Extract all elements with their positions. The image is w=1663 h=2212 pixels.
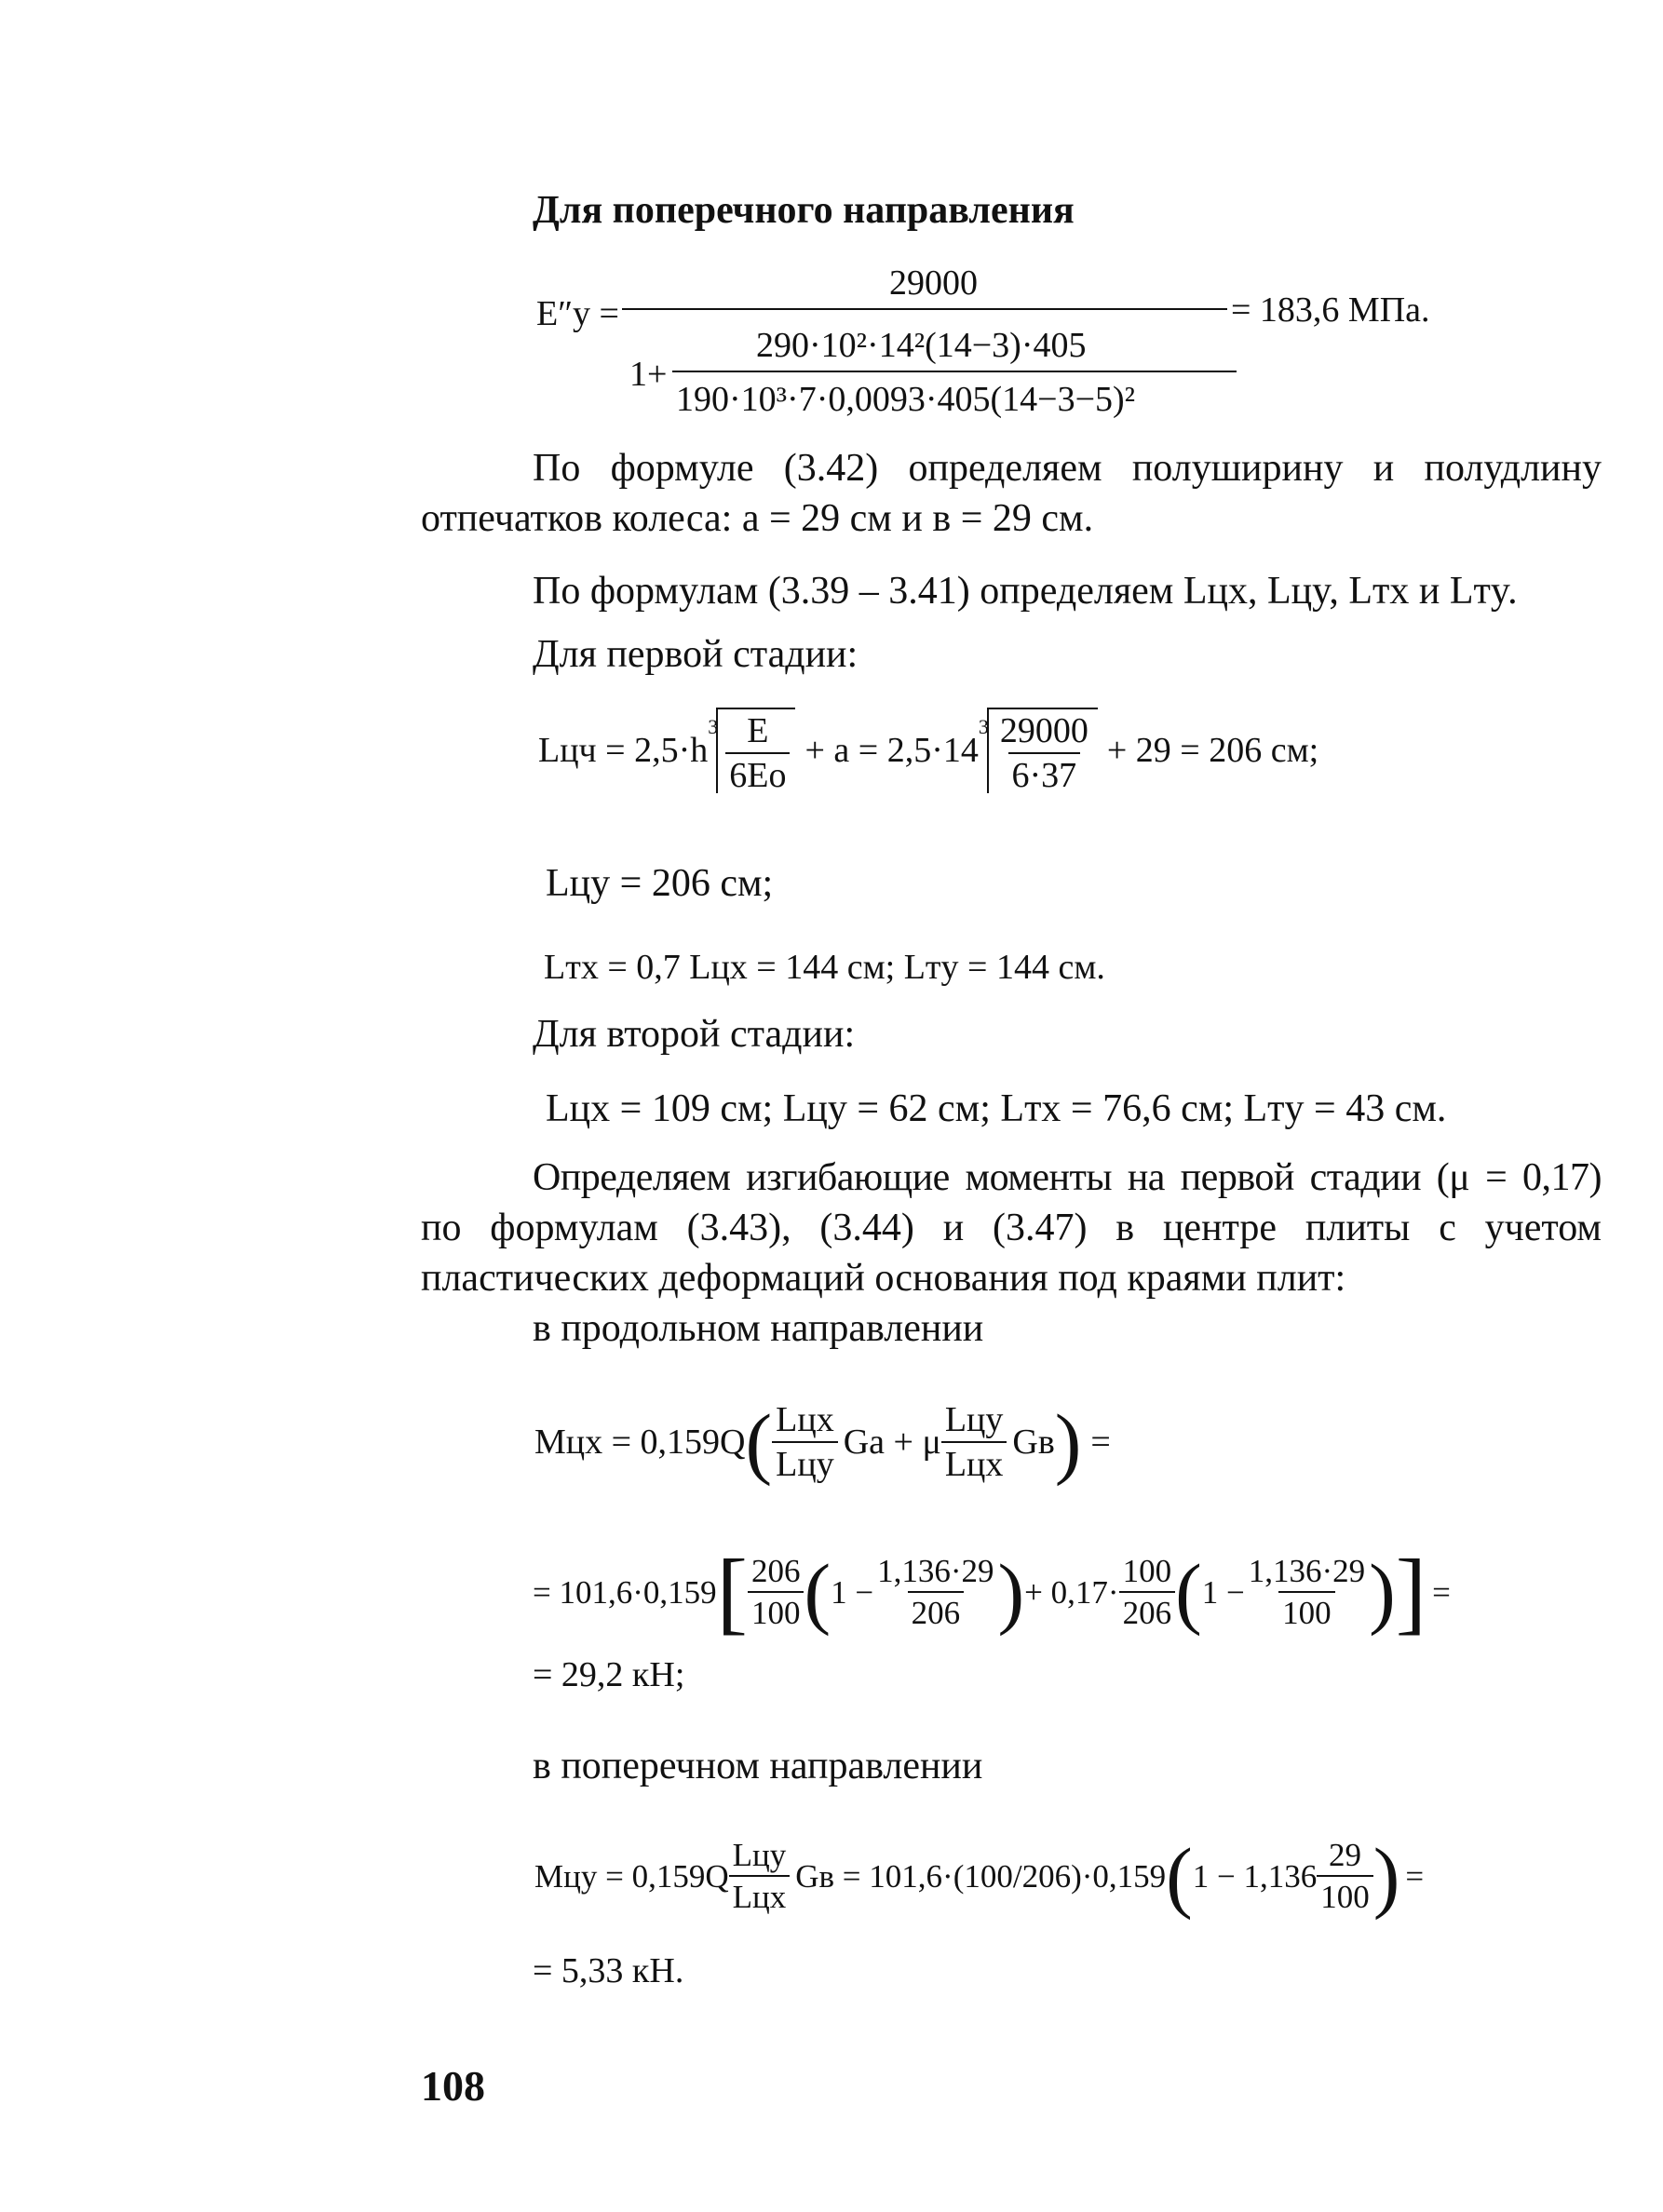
eq-mx2-frac-a (748, 1555, 804, 1629)
eq-my-frac-g (1317, 1839, 1373, 1913)
paragraph-1-line1: По формуле (3.42) определяем полуширину и полудлину (533, 447, 1602, 490)
eq-mx2-frac-b (873, 1555, 997, 1629)
frac-den: Lцx (729, 1875, 791, 1913)
frac-num: 1,136·29 (877, 1553, 994, 1589)
frac-num: 1,136·29 (1248, 1553, 1366, 1589)
eq-e-lhs: E″y = (536, 294, 619, 333)
page-number: 108 (421, 2062, 485, 2110)
radical-body-1 (716, 708, 795, 793)
eq-e-main-bar (622, 308, 1227, 310)
eq-my-result: = 5,33 кН. (533, 1951, 684, 1990)
cube-root-index: 3 (978, 715, 989, 738)
eq-lx-lhs: Lцч = 2,5·h (538, 731, 709, 770)
eq-lx-frac-1 (725, 713, 790, 793)
frac-num: 100 (1122, 1553, 1172, 1589)
eq-lx-radical-1 (708, 708, 795, 793)
transverse-label: в поперечном направлении (533, 1745, 983, 1787)
eq-mx-gb: Gв (1012, 1423, 1055, 1462)
frac-den: 6Eo (725, 752, 790, 793)
frac-num: Lцy (944, 1400, 1004, 1439)
eq-e-inner-bar (672, 371, 1237, 372)
frac-den: Lцx (941, 1441, 1007, 1482)
frac-den: 100 (1317, 1875, 1373, 1913)
paren-close: ) (1054, 1397, 1082, 1487)
paren-open: ( (745, 1397, 773, 1487)
frac-den: 6·37 (1008, 752, 1081, 793)
paren-close: ) (1372, 1831, 1400, 1921)
eq-mx-frac-1 (772, 1402, 838, 1482)
paragraph-1-line2: отпечатков колеса: а = 29 см и в = 29 см. (421, 497, 1094, 540)
paren-close: ) (1369, 1547, 1396, 1637)
eq-mx2-plus: + 0,17· (1024, 1573, 1119, 1611)
eq-mx2 (533, 1540, 1451, 1643)
eq-mx-eq: = (1090, 1423, 1111, 1462)
eq-my-frac (729, 1839, 791, 1913)
eq-mx2-frac-c (1119, 1555, 1176, 1629)
eq-mx-frac-2 (941, 1402, 1007, 1482)
frac-num: 29 (1329, 1837, 1362, 1873)
frac-den: Lцy (772, 1441, 838, 1482)
paren-open: ( (804, 1547, 832, 1637)
eq-e-result: = 183,6 МПа. (1231, 290, 1430, 330)
eq-my-rest: Gв = 101,6·(100/206)·0,159 (795, 1857, 1167, 1895)
eq-my (534, 1831, 1425, 1921)
eq-lx-tail: + 29 = 206 см; (1106, 731, 1319, 770)
eq-e-inner-den: 190·10³·7·0,0093·405(14−3−5)² (676, 380, 1136, 419)
eq-my-one: 1 − 1,136 (1192, 1857, 1318, 1895)
frac-den: 206 (908, 1591, 965, 1629)
bracket-close: ] (1395, 1540, 1427, 1643)
eq-mx2-one-2: 1 − (1201, 1573, 1245, 1611)
paragraph-3-line1: Определяем изгибающие моменты на первой стадии (μ = 0,17) (533, 1156, 1602, 1199)
paragraph-2: По формулам (3.39 – 3.41) определяем Lцx, Lцy, Lтx и Lтy. (533, 570, 1518, 613)
eq-ly: Lцy = 206 см; (546, 862, 774, 905)
frac-num: 206 (750, 1553, 801, 1589)
eq-lt: Lтx = 0,7 Lцx = 144 см; Lтy = 144 см. (544, 948, 1105, 987)
eq-mx2-one-1: 1 − (831, 1573, 874, 1611)
paren-open: ( (1175, 1547, 1202, 1637)
bracket-open: [ (716, 1540, 748, 1643)
frac-num: E (747, 711, 769, 750)
eq-mx2-lead: = 101,6·0,159 (533, 1573, 717, 1611)
section-heading: Для поперечного направления (533, 189, 1075, 232)
paren-close: ) (997, 1547, 1025, 1637)
eq-mx-lhs: Mцx = 0,159Q (534, 1423, 746, 1462)
eq-my-lhs: Mцy = 0,159Q (534, 1857, 729, 1895)
paren-open: ( (1166, 1831, 1193, 1921)
eq-mx-result: = 29,2 кН; (533, 1655, 685, 1694)
frac-den: 100 (1278, 1591, 1335, 1629)
frac-num: 29000 (999, 711, 1088, 750)
eq-mx-ga: Gа + μ (843, 1423, 941, 1462)
eq-mx (534, 1397, 1111, 1487)
eq-e-one-plus: 1+ (629, 355, 668, 394)
eq-e-top: 29000 (889, 263, 978, 303)
radical-body-2 (987, 708, 1098, 793)
eq-my-eq: = (1405, 1857, 1425, 1895)
paragraph-3-line2: по формулам (3.43), (3.44) и (3.47) в центре плиты с учетом (421, 1207, 1602, 1249)
paragraph-3-line3: пластических деформаций основания под краями плит: (421, 1257, 1346, 1300)
eq-lx-radical-2 (979, 708, 1098, 793)
frac-num: Lцx (776, 1400, 834, 1439)
frac-den: 206 (1119, 1591, 1176, 1629)
stage2-heading: Для второй стадии: (533, 1013, 856, 1056)
longitudinal-label: в продольном направлении (533, 1307, 984, 1350)
eq-mx2-frac-d (1245, 1555, 1369, 1629)
frac-den: 100 (748, 1591, 804, 1629)
eq-mx2-eq: = (1432, 1573, 1451, 1611)
eq-lx-mid: + а = 2,5·14 (804, 731, 979, 770)
frac-num: Lцy (732, 1837, 787, 1873)
cube-root-index: 3 (708, 715, 719, 738)
eq-e-inner-num: 290·10²·14²(14−3)·405 (756, 326, 1087, 365)
eq-lx (538, 708, 1318, 793)
eq-stage2: Lцx = 109 см; Lцy = 62 см; Lтx = 76,6 см; Lтy = 43 см. (546, 1087, 1447, 1130)
eq-lx-frac-2 (996, 713, 1092, 793)
stage1-heading: Для первой стадии: (533, 633, 859, 676)
